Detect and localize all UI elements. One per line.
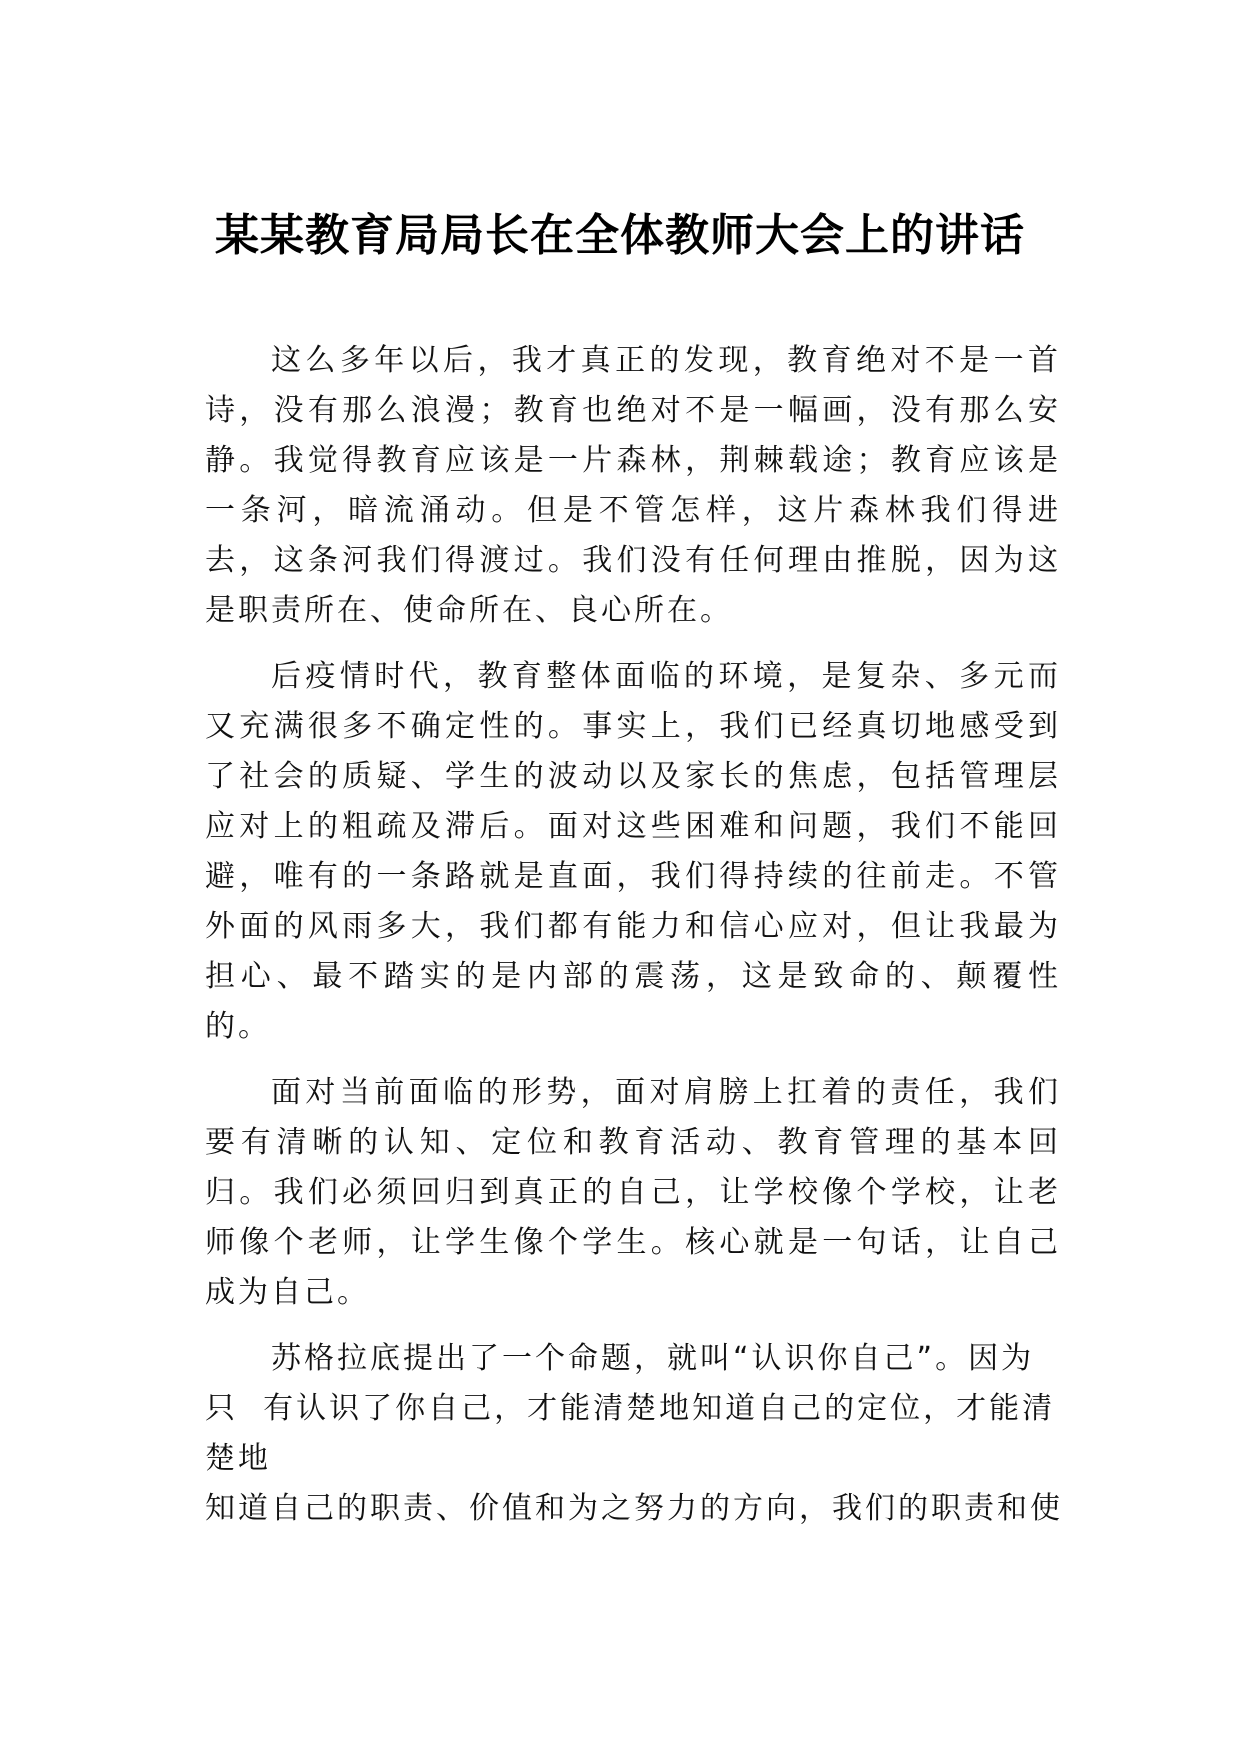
paragraph-4-line-3: 楚地 [205, 1441, 271, 1476]
paragraph-2: 后疫情时代，教育整体面临的环境，是复杂、多元而又充满很多不确定性的。事实上，我们已经真切地感受到了社会的质疑、学生的波动以及家长的焦虑，包括管理层应对上的粗疏及滞后。面对这些困难和问题，我们不能回避，唯有的一条路就是直面，我们得持续的往前走。不管外面的风雨多大，我们都有能力和信心应对，但让我最为担心、最不踏实的是内部的震荡，这是致命的、颠覆性的。 [205, 659, 1061, 1044]
document-title: 某某教育局局长在全体教师大会上的讲话 [215, 210, 1025, 261]
paragraph-4 [205, 1334, 1061, 1534]
document-body [205, 336, 1061, 1534]
paragraph-4-line-4: 知道自己的职责、价值和为之努力的方向，我们的职责和使 [205, 1491, 1063, 1526]
paragraph-4-line-2: 只 有认识了你自己，才能清楚地知道自己的定位，才能清 [205, 1391, 1056, 1426]
paragraph-3: 面对当前面临的形势，面对肩膀上扛着的责任，我们要有清晰的认知、定位和教育活动、教育管理的基本回归。我们必须回归到真正的自己，让学校像个学校，让老师像个老师，让学生像个学生。核心就是一句话，让自己成为自己。 [205, 1075, 1061, 1310]
paragraph-1: 这么多年以后，我才真正的发现，教育绝对不是一首诗，没有那么浪漫；教育也绝对不是一幅画，没有那么安静。我觉得教育应该是一片森林，荆棘载途；教育应该是一条河，暗流涌动。但是不管怎样，这片森林我们得进去，这条河我们得渡过。我们没有任何理由推脱，因为这是职责所在、使命所在、良心所在。 [205, 343, 1061, 628]
paragraph-4-line-1: 苏格拉底提出了一个命题，就叫“认识你自己”。因为 [271, 1341, 1035, 1376]
